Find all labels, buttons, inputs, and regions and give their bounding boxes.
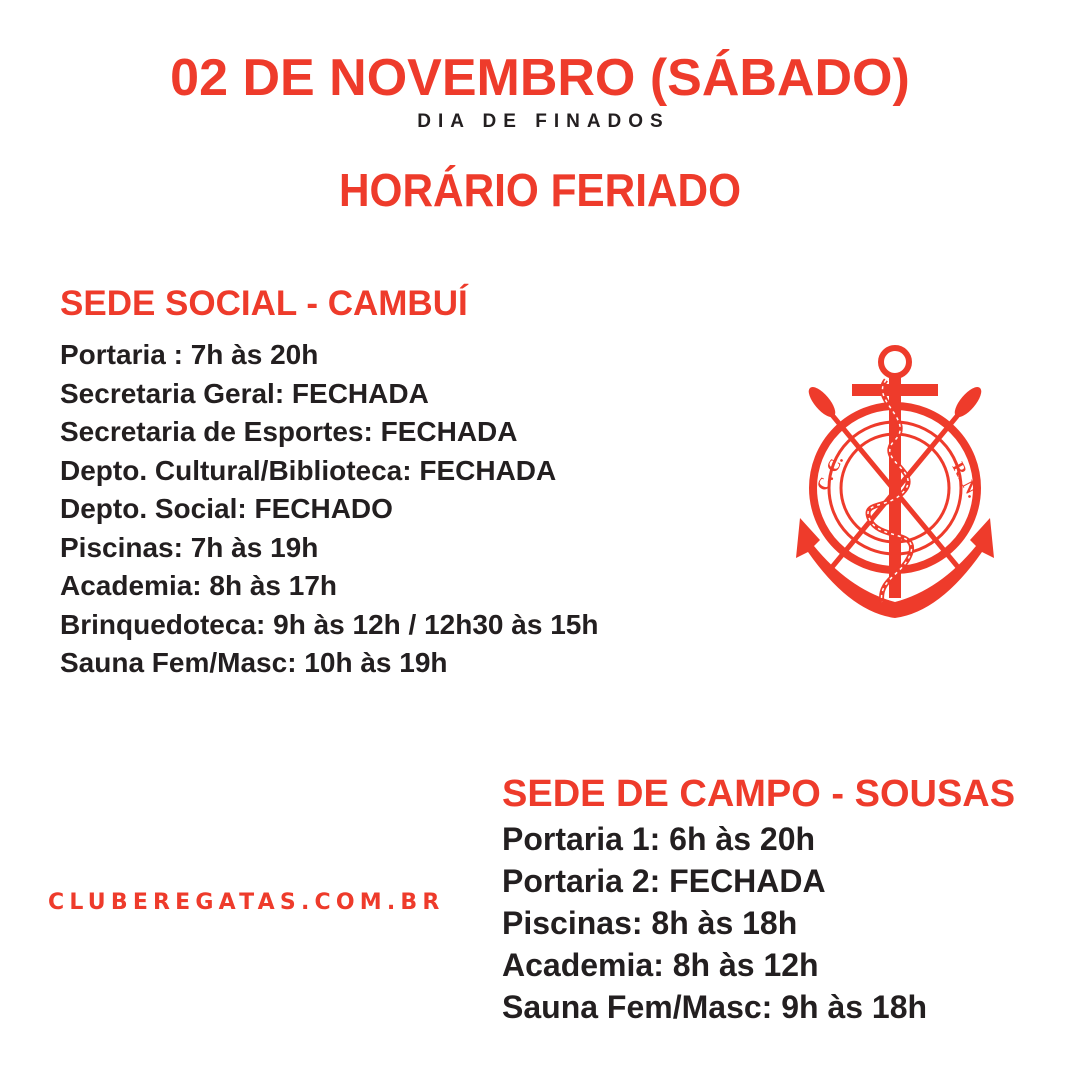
schedule-line-portaria-2: Portaria 2: FECHADA	[502, 863, 826, 899]
schedule-line-sauna: Sauna Fem/Masc: 9h às 18h	[502, 989, 928, 1025]
schedule-line-secretaria-geral: Secretaria Geral: FECHADA	[60, 377, 429, 409]
anchor-ring-icon	[881, 348, 909, 376]
schedule-line-brinquedoteca: Brinquedoteca: 9h às 12h / 12h30 às 15h	[60, 608, 599, 640]
schedule-line-sauna: Sauna Fem/Masc: 10h às 19h	[60, 647, 448, 678]
schedule-line-piscinas: Piscinas: 7h às 19h	[60, 531, 319, 563]
schedule-line-academia: Academia: 8h às 12h	[502, 947, 819, 983]
holiday-name: DIA DE FINADOS	[417, 111, 670, 132]
schedule-line-academia: Academia: 8h às 17h	[60, 570, 338, 601]
sede-campo-heading: SEDE DE CAMPO - SOUSAS	[502, 773, 1016, 815]
schedule-line-secretaria-esportes: Secretaria de Esportes: FECHADA	[60, 416, 518, 447]
sede-social-heading: SEDE SOCIAL - CAMBUÍ	[60, 284, 468, 323]
anchor-oars-lifebuoy-icon	[790, 340, 1000, 620]
logo-right-text: R. N.	[948, 458, 983, 501]
date-title: 02 DE NOVEMBRO (SÁBADO)	[170, 49, 910, 107]
schedule-title: HORÁRIO FERIADO	[338, 164, 742, 216]
schedule-line-piscinas: Piscinas: 8h às 18h	[502, 905, 798, 941]
schedule-line-portaria-1: Portaria 1: 6h às 20h	[502, 821, 816, 857]
schedule-line-portaria: Portaria : 7h às 20h	[60, 339, 319, 370]
sede-social-section	[60, 282, 598, 683]
website-link[interactable]: CLUBEREGATAS.COM.BR	[48, 890, 445, 915]
logo-left-text: C. C.	[812, 452, 848, 494]
sede-campo-section	[502, 770, 1015, 1028]
schedule-line-depto-cultural: Depto. Cultural/Biblioteca: FECHADA	[60, 454, 557, 486]
schedule-line-depto-social: Depto. Social: FECHADO	[60, 493, 393, 524]
